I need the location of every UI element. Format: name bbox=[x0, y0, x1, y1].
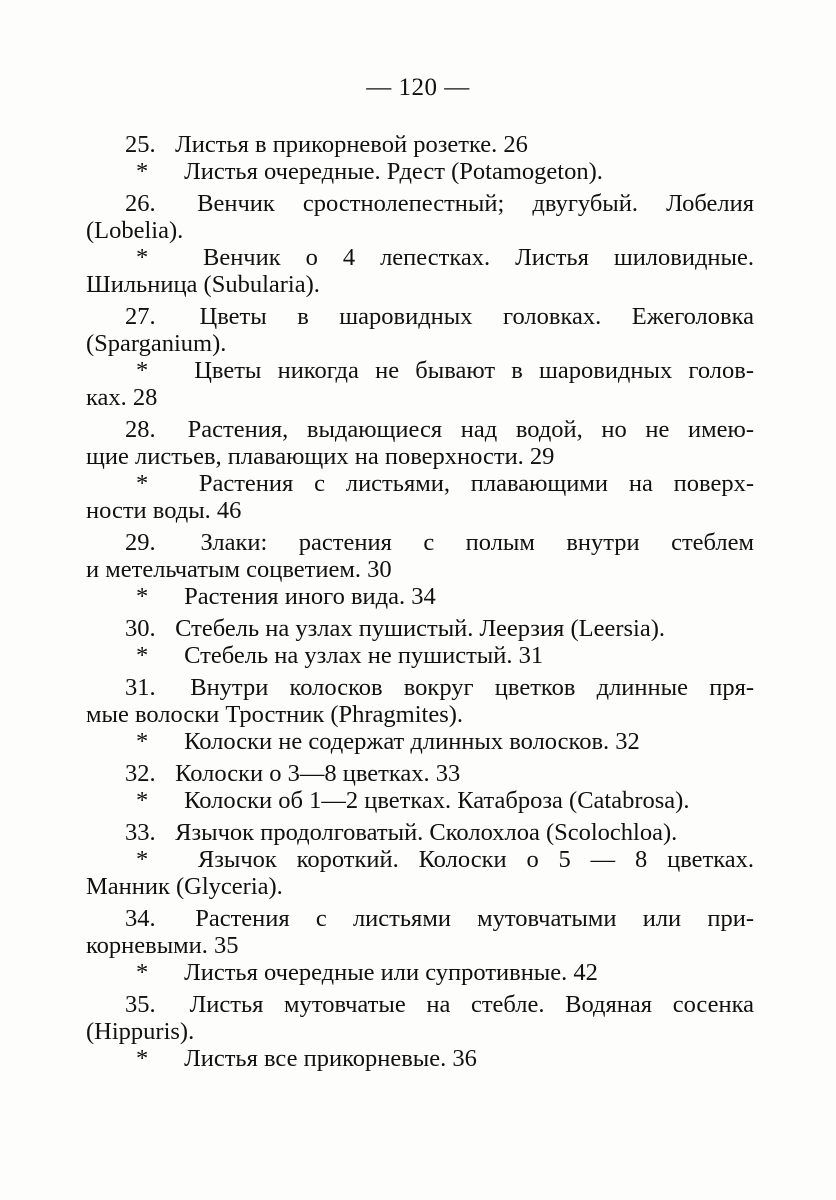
line-text: Колоски не содержат длинных волосков. 32 bbox=[184, 728, 640, 755]
text-line bbox=[86, 583, 754, 610]
entry-number: 28. bbox=[125, 416, 156, 443]
key-entry bbox=[86, 416, 754, 524]
line-text: Растения с листьями, плавающими на поверх- bbox=[198, 470, 754, 497]
page-number: — 120 — bbox=[366, 74, 470, 101]
text-line bbox=[86, 303, 754, 330]
text-line bbox=[86, 556, 754, 583]
text-line bbox=[86, 1018, 754, 1045]
line-text: Листья очередные. Рдест (Potamogeton). bbox=[184, 158, 603, 185]
alternative-marker: * bbox=[136, 158, 149, 185]
text-line bbox=[86, 728, 754, 755]
text-line bbox=[86, 760, 754, 787]
text-line bbox=[86, 991, 754, 1018]
text-line bbox=[86, 701, 754, 728]
line-text: корневыми. 35 bbox=[86, 932, 239, 959]
line-text: Злаки: растения с полым внутри стеблем bbox=[200, 529, 754, 556]
text-line bbox=[86, 131, 754, 158]
text-line bbox=[86, 416, 754, 443]
line-text: Стебель на узлах не пушистый. 31 bbox=[184, 642, 544, 669]
alternative-marker: * bbox=[136, 357, 149, 384]
line-text: Листья в прикорневой розетке. 26 bbox=[175, 131, 528, 158]
line-text: Венчик сростнолепестный; двугубый. Лобелия bbox=[197, 190, 754, 217]
text-line bbox=[86, 529, 754, 556]
line-text: и метельчатым соцветием. 30 bbox=[86, 556, 392, 583]
key-entry bbox=[86, 674, 754, 755]
alternative-marker: * bbox=[136, 959, 149, 986]
line-text: Растения иного вида. 34 bbox=[184, 583, 436, 610]
alternative-marker: * bbox=[136, 1045, 149, 1072]
line-text: (Hippuris). bbox=[86, 1018, 195, 1045]
line-text: Язычок продолговатый. Сколохлоа (Scolochloa). bbox=[175, 819, 678, 846]
alternative-marker: * bbox=[136, 642, 149, 669]
entry-number: 30. bbox=[125, 615, 156, 642]
text-line bbox=[86, 615, 754, 642]
alternative-marker: * bbox=[136, 728, 149, 755]
key-entry bbox=[86, 905, 754, 986]
key-entry bbox=[86, 529, 754, 610]
line-text: Венчик о 4 лепестках. Листья шиловидные. bbox=[202, 244, 754, 271]
entry-number: 33. bbox=[125, 819, 156, 846]
text-line bbox=[86, 244, 754, 271]
line-text: Колоски о 3—8 цветках. 33 bbox=[175, 760, 461, 787]
alternative-marker: * bbox=[136, 787, 149, 814]
alternative-marker: * bbox=[136, 244, 149, 271]
text-line bbox=[86, 271, 754, 298]
entry-number: 31. bbox=[125, 674, 156, 701]
line-text: Растения с листьями мутовчатыми или при- bbox=[195, 905, 754, 932]
alternative-marker: * bbox=[136, 583, 149, 610]
line-text: Шильница (Subularia). bbox=[86, 271, 320, 298]
line-text: ности воды. 46 bbox=[86, 497, 242, 524]
text-line bbox=[86, 384, 754, 411]
text-line bbox=[86, 873, 754, 900]
text-line bbox=[86, 787, 754, 814]
entry-number: 25. bbox=[125, 131, 156, 158]
text-line bbox=[86, 674, 754, 701]
key-entry bbox=[86, 760, 754, 814]
key-entry bbox=[86, 615, 754, 669]
text-line bbox=[86, 642, 754, 669]
text-line bbox=[86, 959, 754, 986]
text-line bbox=[86, 470, 754, 497]
alternative-marker: * bbox=[136, 846, 149, 873]
line-text: Манник (Glyceria). bbox=[86, 873, 283, 900]
key-entry bbox=[86, 131, 754, 185]
text-line bbox=[86, 158, 754, 185]
line-text: (Sparganium). bbox=[86, 330, 227, 357]
text-line bbox=[86, 1045, 754, 1072]
text-line bbox=[86, 330, 754, 357]
line-text: Колоски об 1—2 цветках. Катаброза (Catabrosa). bbox=[184, 787, 690, 814]
key-entry bbox=[86, 190, 754, 298]
text-line bbox=[86, 217, 754, 244]
text-line bbox=[86, 497, 754, 524]
line-text: Листья очередные или супротивные. 42 bbox=[184, 959, 598, 986]
line-text: щие листьев, плавающих на поверхности. 29 bbox=[86, 443, 555, 470]
line-text: Растения, выдающиеся над водой, но не имею- bbox=[187, 416, 754, 443]
entry-number: 27. bbox=[125, 303, 156, 330]
entry-number: 34. bbox=[125, 905, 156, 932]
text-line bbox=[86, 932, 754, 959]
line-text: ках. 28 bbox=[86, 384, 158, 411]
line-text: Листья мутовчатые на стебле. Водяная сосенка bbox=[189, 991, 754, 1018]
key-entry bbox=[86, 819, 754, 900]
entry-number: 35. bbox=[125, 991, 156, 1018]
text-line bbox=[86, 905, 754, 932]
identification-key bbox=[86, 131, 754, 1077]
line-text: Листья все прикорневые. 36 bbox=[184, 1045, 477, 1072]
line-text: Цветы в шаровидных головках. Ежеголовка bbox=[199, 303, 754, 330]
entry-number: 26. bbox=[125, 190, 156, 217]
text-line bbox=[86, 819, 754, 846]
text-line bbox=[86, 846, 754, 873]
line-text: Язычок короткий. Колоски о 5 — 8 цветках. bbox=[197, 846, 754, 873]
key-entry bbox=[86, 991, 754, 1072]
line-text: Внутри колосков вокруг цветков длинные пря- bbox=[190, 674, 754, 701]
line-text: Стебель на узлах пушистый. Леерзия (Leersia). bbox=[175, 615, 665, 642]
entry-number: 32. bbox=[125, 760, 156, 787]
line-text: (Lobelia). bbox=[86, 217, 184, 244]
line-text: Цветы никогда не бывают в шаровидных голов- bbox=[194, 357, 754, 384]
entry-number: 29. bbox=[125, 529, 156, 556]
text-line bbox=[86, 443, 754, 470]
key-entry bbox=[86, 303, 754, 411]
line-text: мые волоски Тростник (Phragmites). bbox=[86, 701, 464, 728]
text-line bbox=[86, 190, 754, 217]
alternative-marker: * bbox=[136, 470, 149, 497]
text-line bbox=[86, 357, 754, 384]
